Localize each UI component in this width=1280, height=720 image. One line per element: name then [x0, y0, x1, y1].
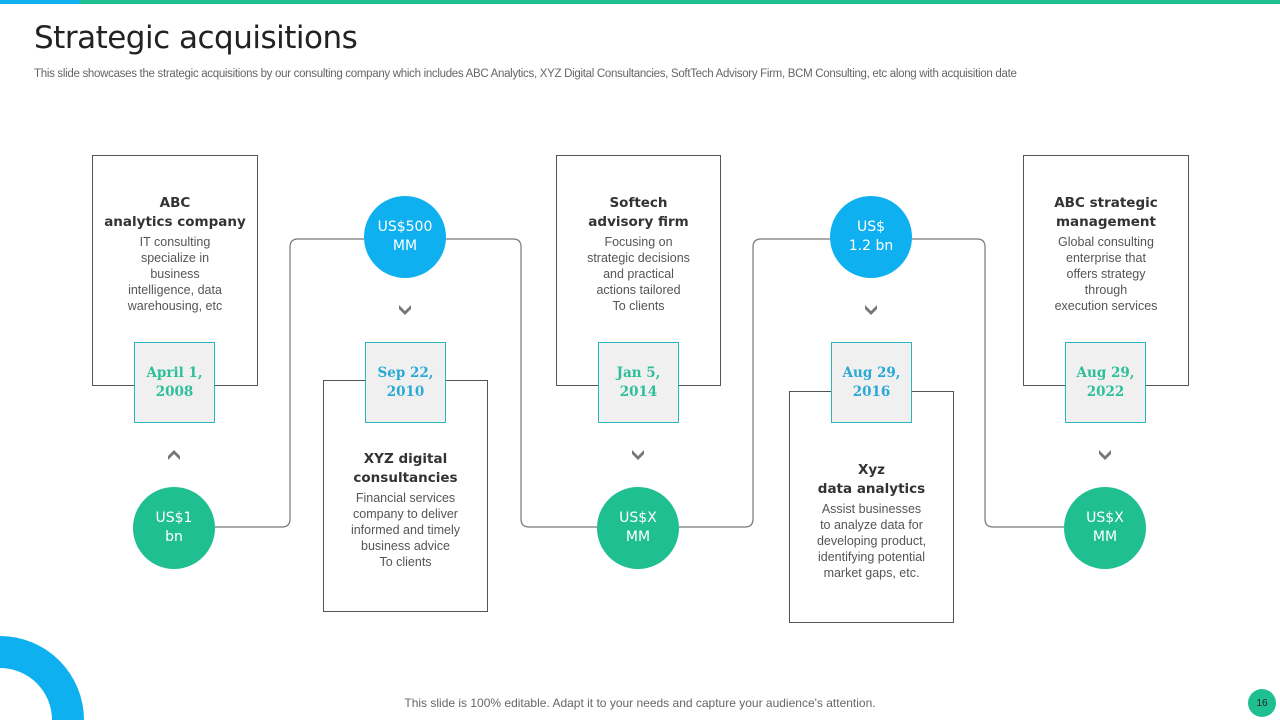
page-title: Strategic acquisitions: [34, 20, 358, 56]
footer-note: This slide is 100% editable. Adapt it to your needs and capture your audience's attention.: [404, 696, 876, 710]
acquisition-description: Assist businesses to analyze data for developing product, identifying potential market gaps, etc.: [816, 502, 927, 580]
acquisition-date: Sep 22, 2010: [365, 342, 446, 423]
page-number: 16: [1248, 689, 1276, 717]
acquisition-description: IT consulting specialize in business intelligence, data warehousing, etc: [127, 235, 223, 313]
acquisition-name: ABC strategic management: [1054, 195, 1158, 230]
acquisition-card: [789, 391, 954, 623]
acquisition-date: Aug 29, 2016: [831, 342, 912, 423]
chevron-down-icon: [1097, 449, 1113, 461]
chevron-down-icon: [630, 449, 646, 461]
acquisition-description: Global consulting enterprise that offers strategy through execution services: [1054, 235, 1158, 313]
acquisition-value-circle: US$1 bn: [133, 487, 215, 569]
acquisition-description: Financial services company to deliver informed and timely business advice To clients: [350, 491, 461, 569]
chevron-up-icon: [166, 449, 182, 461]
acquisition-value-circle: US$500 MM: [364, 196, 446, 278]
chevron-down-icon: [863, 304, 879, 316]
acquisition-name: XYZ digital consultancies: [353, 451, 458, 486]
acquisition-value-circle: US$ 1.2 bn: [830, 196, 912, 278]
page-subtitle: This slide showcases the strategic acquisitions by our consulting company which includes ABC Analytics, XYZ Digital Consultancies, SoftTech Advisory Firm, BCM Consulting, etc along with acquisition date: [34, 68, 1017, 80]
acquisition-description: Focusing on strategic decisions and practical actions tailored To clients: [587, 235, 690, 313]
acquisition-value-circle: US$X MM: [597, 487, 679, 569]
acquisition-date: Jan 5, 2014: [598, 342, 679, 423]
acquisition-value-circle: US$X MM: [1064, 487, 1146, 569]
acquisition-date: Aug 29, 2022: [1065, 342, 1146, 423]
acquisition-name: Softech advisory firm: [588, 195, 689, 230]
chevron-down-icon: [397, 304, 413, 316]
acquisition-date: April 1, 2008: [134, 342, 215, 423]
acquisition-name: ABC analytics company: [104, 195, 246, 230]
acquisition-name: Xyz data analytics: [817, 462, 926, 497]
